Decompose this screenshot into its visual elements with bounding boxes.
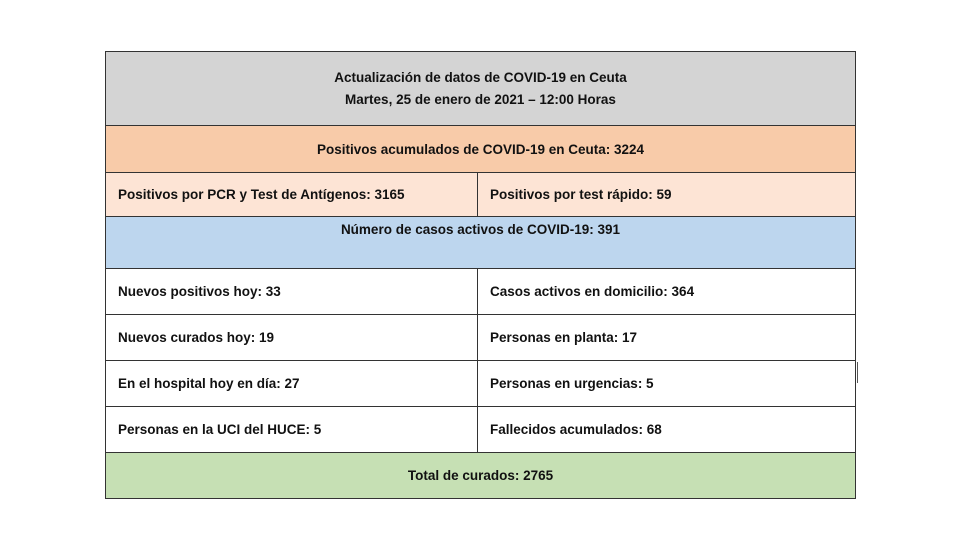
in-hospital-today: En el hospital hoy en día: 27 [106,361,478,407]
header-row [106,52,856,126]
new-positives-today: Nuevos positivos hoy: 33 [106,269,478,315]
persons-in-icu: Personas en la UCI del HUCE: 5 [106,407,478,453]
persons-in-ward: Personas en planta: 17 [478,315,856,361]
table-row [106,315,856,361]
new-cured-today: Nuevos curados hoy: 19 [106,315,478,361]
border-artifact [857,362,858,383]
table-row [106,361,856,407]
active-cases-row [106,217,856,269]
total-cured-row [106,453,856,499]
active-at-home: Casos activos en domicilio: 364 [478,269,856,315]
covid-report-table [105,51,856,499]
report-title: Actualización de datos de COVID-19 en Ceuta [334,69,627,85]
total-cured: Total de curados: 2765 [106,453,856,499]
active-cases: Número de casos activos de COVID-19: 391 [106,217,856,269]
table-row [106,407,856,453]
positives-breakdown-row [106,173,856,217]
accumulated-row [106,126,856,173]
pcr-positives: Positivos por PCR y Test de Antígenos: 3165 [106,173,478,217]
header-cell [106,52,856,126]
persons-in-emergency: Personas en urgencias: 5 [478,361,856,407]
accumulated-positives: Positivos acumulados de COVID-19 en Ceuta: 3224 [106,126,856,173]
report-date: Martes, 25 de enero de 2021 – 12:00 Horas [345,91,616,107]
table-row [106,269,856,315]
accumulated-deaths: Fallecidos acumulados: 68 [478,407,856,453]
rapid-positives: Positivos por test rápido: 59 [478,173,856,217]
